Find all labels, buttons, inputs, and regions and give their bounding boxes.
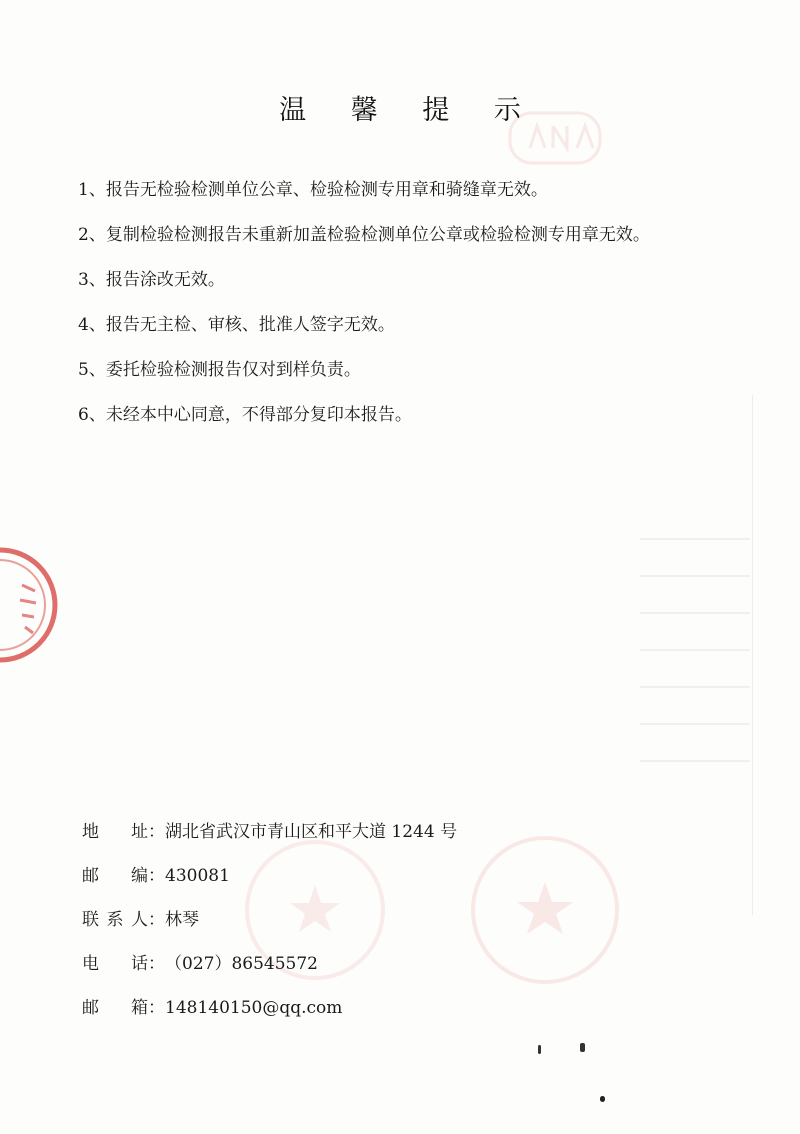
contact-person-label: 联系人 bbox=[82, 910, 148, 930]
contact-address-value: 湖北省武汉市青山区和平大道 1244 号 bbox=[165, 822, 458, 842]
ghost-line bbox=[640, 612, 750, 614]
notice-item: 4、报告无主检、审核、批准人签字无效。 bbox=[78, 315, 395, 335]
edge-seal-arc bbox=[0, 550, 55, 660]
contact-address-row bbox=[82, 820, 642, 864]
ghost-line bbox=[640, 575, 750, 577]
contact-email-value: 148140150@qq.com bbox=[165, 998, 343, 1018]
contact-email-row bbox=[82, 996, 642, 1040]
contact-phone-row bbox=[82, 952, 642, 996]
ghost-line bbox=[640, 649, 750, 651]
ghost-line bbox=[640, 538, 750, 540]
scan-artifact-dot bbox=[538, 1045, 541, 1054]
notice-item: 2、复制检验检测报告未重新加盖检验检测单位公章或检验检测专用章无效。 bbox=[78, 225, 650, 245]
contact-separator: ： bbox=[148, 954, 165, 974]
notice-item: 1、报告无检验检测单位公章、检验检测专用章和骑缝章无效。 bbox=[78, 180, 548, 200]
ghost-line bbox=[640, 686, 750, 688]
contact-address-label: 地 址 bbox=[82, 822, 148, 842]
ghost-cma-letters bbox=[530, 126, 593, 148]
page-title: 温 馨 提 示 bbox=[279, 95, 539, 126]
ghost-showthrough-text bbox=[640, 530, 780, 780]
notice-list bbox=[78, 178, 758, 448]
edge-seal-glyphs bbox=[20, 585, 36, 633]
notice-item: 5、委托检验检测报告仅对到样负责。 bbox=[78, 360, 361, 380]
contact-separator: ： bbox=[148, 866, 165, 886]
scan-artifact-dot bbox=[600, 1096, 605, 1102]
ghost-line bbox=[640, 723, 750, 725]
contact-postcode-value: 430081 bbox=[165, 866, 230, 886]
contact-phone-value: （027）86545572 bbox=[165, 954, 318, 974]
contact-postcode-row bbox=[82, 864, 642, 908]
notice-item: 6、未经本中心同意，不得部分复印本报告。 bbox=[78, 405, 412, 425]
contact-separator: ： bbox=[148, 822, 165, 842]
scan-edge-line bbox=[752, 395, 753, 915]
contact-postcode-label: 邮 编 bbox=[82, 866, 148, 886]
contact-person-row bbox=[82, 908, 642, 952]
contact-phone-label: 电 话 bbox=[82, 954, 148, 974]
contact-separator: ： bbox=[148, 910, 165, 930]
ghost-line bbox=[640, 760, 750, 762]
notice-item: 3、报告涂改无效。 bbox=[78, 270, 225, 290]
edge-seal bbox=[0, 545, 60, 665]
contact-block bbox=[82, 820, 642, 1040]
contact-person-value: 林琴 bbox=[165, 910, 199, 930]
contact-separator: ： bbox=[148, 998, 165, 1018]
edge-seal-arc-inner bbox=[0, 560, 45, 650]
contact-email-label: 邮 箱 bbox=[82, 998, 148, 1018]
scan-artifact-dot bbox=[580, 1043, 585, 1052]
